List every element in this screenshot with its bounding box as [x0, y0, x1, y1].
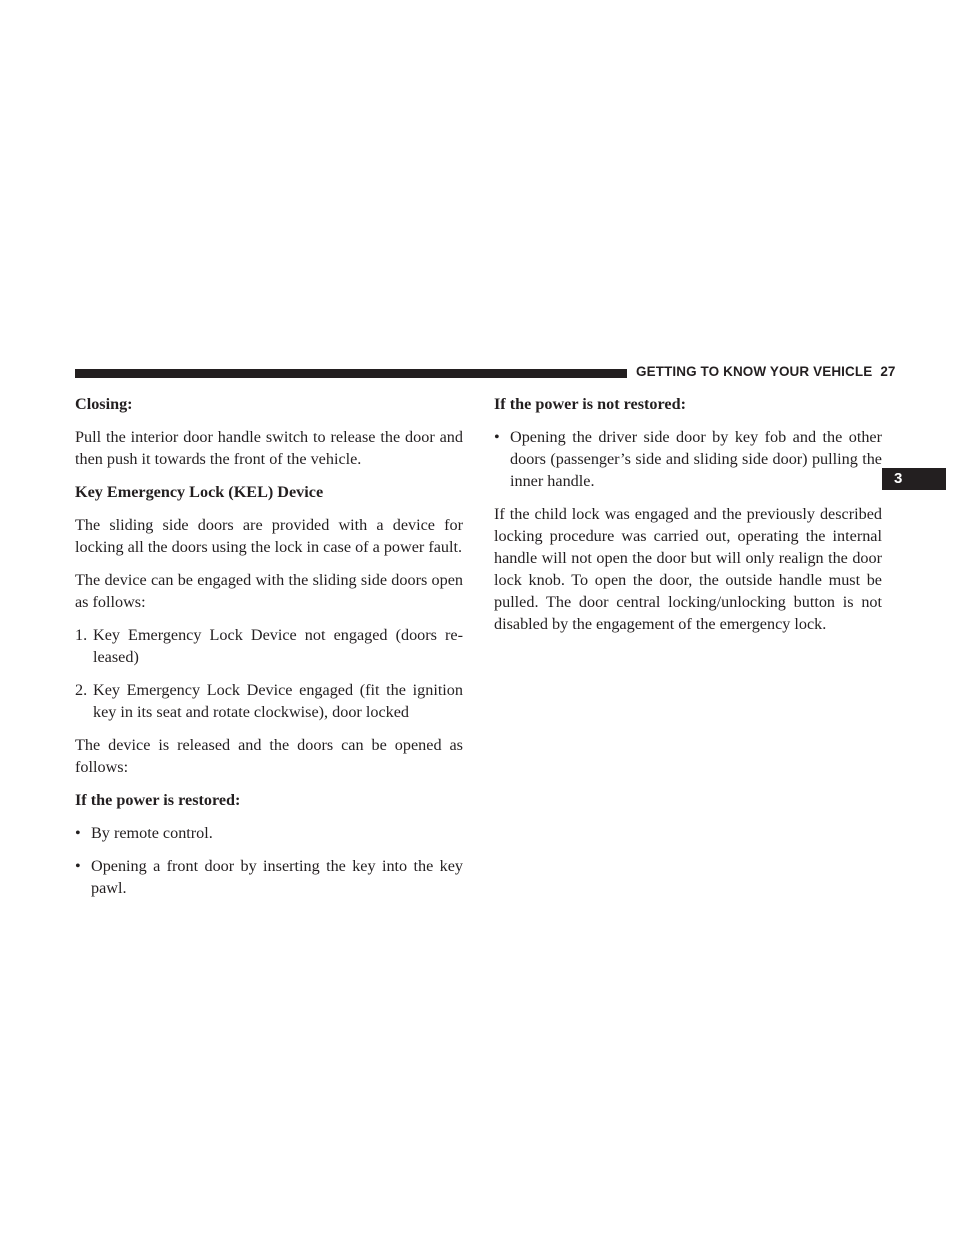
- step-item: [75, 679, 463, 723]
- step-number: 1.: [75, 626, 88, 644]
- closing-heading: Closing:: [75, 395, 133, 413]
- power-restored-heading: If the power is restored:: [75, 791, 241, 809]
- step-text: Key Emergency Lock Device not engaged (doors re- leased): [93, 626, 463, 666]
- bullet-text: By remote control.: [91, 824, 213, 842]
- kel-heading: Key Emergency Lock (KEL) Device: [75, 483, 324, 501]
- bullet-icon: •: [75, 857, 81, 875]
- child-lock-paragraph: If the child lock was engaged and the previously described locking procedure was carried out, operating the internal handle will not open the door but will only realign the door lock knob. To open the door, the outside handle must be pulled. The door central locking/unlocking button is not disabled by the engagement of the emergency lock.: [494, 505, 882, 633]
- left-column: [75, 393, 463, 910]
- bullet-item: [494, 426, 882, 492]
- bullet-icon: •: [494, 428, 500, 446]
- bullet-text: Opening a front door by inserting the key into the key pawl.: [91, 857, 463, 897]
- bullet-item: [75, 855, 463, 899]
- page-number: 27: [880, 364, 896, 379]
- kel-intro-paragraph: The sliding side doors are provided with a device for locking all the doors using the lock in case of a power fault.: [75, 516, 463, 556]
- section-title: GETTING TO KNOW YOUR VEHICLE: [636, 364, 873, 379]
- release-paragraph: The device is released and the doors can be opened as follows:: [75, 736, 463, 776]
- kel-engage-paragraph: The device can be engaged with the sliding side doors open as follows:: [75, 571, 463, 611]
- header-rule: [75, 369, 627, 378]
- chapter-tab: 3: [882, 468, 946, 490]
- right-column: [494, 393, 882, 646]
- step-item: [75, 624, 463, 668]
- closing-paragraph: Pull the interior door handle switch to release the door and then push it towards the front of the vehicle.: [75, 428, 463, 468]
- power-not-restored-heading: If the power is not restored:: [494, 395, 686, 413]
- bullet-text: Opening the driver side door by key fob and the other doors (passenger’s side and sliding side door) pulling the inner handle.: [510, 428, 882, 490]
- running-header: [636, 364, 896, 379]
- step-text: Key Emergency Lock Device engaged (fit the ignition key in its seat and rotate clockwise), door locked: [93, 681, 463, 721]
- bullet-item: [75, 822, 463, 844]
- bullet-icon: •: [75, 824, 81, 842]
- step-number: 2.: [75, 681, 88, 699]
